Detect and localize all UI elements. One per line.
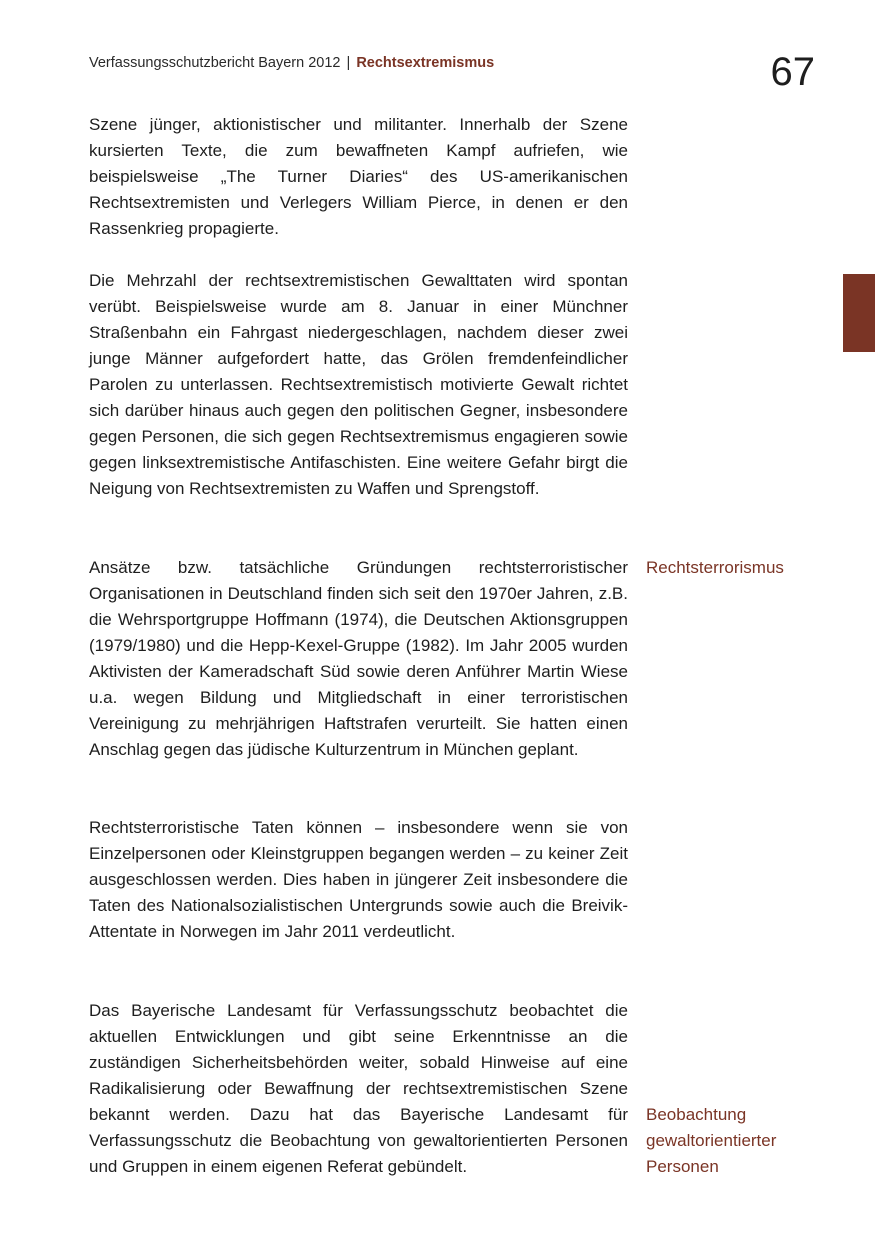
page-number: 67: [770, 50, 815, 94]
body-paragraph-3: Ansätze bzw. tatsächliche Gründungen rechtsterroristischer Organisationen in Deutschland finden sich seit den 1970er Jahren, z.B. die Wehrsportgruppe Hoffmann (1974), die Deutschen Aktionsgruppen (1979/1980) und die Hepp-Kexel-Gruppe (1982). Im Jahr 2005 wurden Aktivisten der Kameradschaft Süd sowie deren Anführer Martin Wiese u.a. wegen Bildung und Mitgliedschaft in einer terroristischen Vereinigung zu mehrjährigen Haftstrafen verurteilt. Sie hatten einen Anschlag gegen das jüdische Kulturzentrum in München geplant.: [89, 558, 628, 759]
body-paragraph-1: Szene jünger, aktionistischer und militanter. Innerhalb der Szene kursierten Texte, die zum bewaffneten Kampf aufriefen, wie beispielsweise „The Turner Diaries“ des US-amerikanischen Rechtsextremisten und Verlegers William Pierce, in denen er den Rassenkrieg propagierte.: [89, 115, 628, 238]
section-title: Rechtsextremismus: [356, 55, 495, 71]
header-separator: |: [346, 55, 351, 71]
body-paragraph-2: Die Mehrzahl der rechtsextremistischen Gewalttaten wird spontan verübt. Beispielsweise wurde am 8. Januar in einer Münchner Straßenbahn ein Fahrgast niedergeschlagen, nachdem dieser zwei junge Männer aufgefordert hatte, das Grölen fremdenfeindlicher Parolen zu unterlassen. Rechtsextremistisch motivierte Gewalt richtet sich darüber hinaus auch gegen den politischen Gegner, insbesondere gegen Personen, die sich gegen Rechtsextremismus engagieren sowie gegen linksextremistische Antifaschisten. Eine weitere Gefahr birgt die Neigung von Rechtsextremisten zu Waffen und Sprengstoff.: [89, 271, 628, 498]
margin-note-rechtsterrorismus: Rechtsterrorismus: [646, 558, 784, 577]
body-paragraph-4: Rechtsterroristische Taten können – insbesondere wenn sie von Einzelpersonen oder Kleinstgruppen begangen werden – zu keiner Zeit ausgeschlossen werden. Dies haben in jüngerer Zeit insbesondere die Taten des Nationalsozialistischen Untergrunds sowie auch die Breivik-Attentate in Norwegen im Jahr 2011 verdeutlicht.: [89, 818, 628, 941]
document-title: Verfassungsschutzbericht Bayern 2012: [89, 55, 341, 71]
body-paragraph-5: Das Bayerische Landesamt für Verfassungsschutz beobachtet die aktuellen Entwicklungen und gibt seine Erkenntnisse an die zuständigen Sicherheitsbehörden weiter, sobald Hinweise auf eine Radikalisierung oder Bewaffnung der rechtsextremistischen Szene bekannt werden. Dazu hat das Bayerische Landesamt für Verfassungsschutz die Beobachtung von gewaltorientierten Personen und Gruppen in einem eigenen Referat gebündelt.: [89, 1001, 628, 1176]
chapter-tab-marker: [843, 274, 875, 352]
margin-note-beobachtung: Beobachtung gewaltorientierter Personen: [646, 1105, 777, 1176]
running-header: [89, 55, 494, 71]
